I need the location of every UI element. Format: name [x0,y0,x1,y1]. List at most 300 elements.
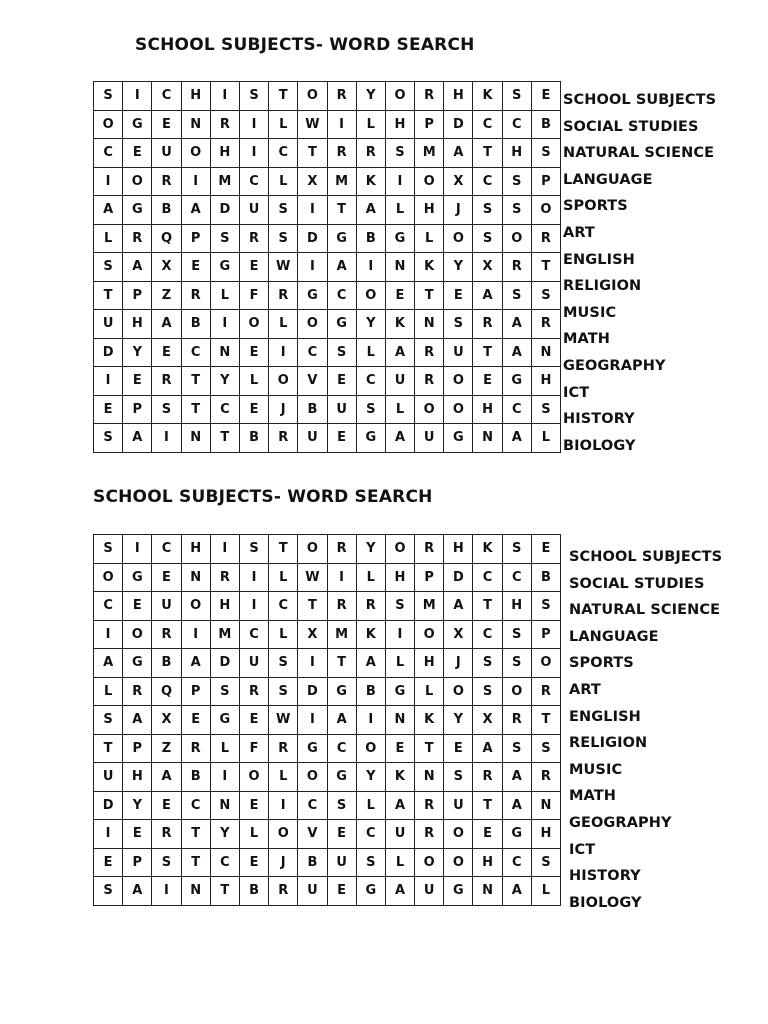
grid-cell[interactable]: A [181,649,210,678]
grid-cell[interactable]: A [356,649,385,678]
grid-cell[interactable]: U [444,338,473,367]
grid-cell[interactable]: E [239,338,268,367]
grid-cell[interactable]: I [239,563,268,592]
grid-cell[interactable]: N [415,763,444,792]
grid-cell[interactable]: I [152,877,181,906]
grid-cell[interactable]: U [152,139,181,168]
grid-cell[interactable]: R [531,224,560,253]
grid-cell[interactable]: J [444,196,473,225]
grid-cell[interactable]: P [181,677,210,706]
grid-cell[interactable]: L [415,224,444,253]
grid-cell[interactable]: R [123,224,152,253]
grid-cell[interactable]: B [239,424,268,453]
grid-cell[interactable]: U [298,877,327,906]
grid-cell[interactable]: O [269,820,298,849]
grid-cell[interactable]: N [473,424,502,453]
grid-cell[interactable]: O [269,367,298,396]
grid-cell[interactable]: D [210,196,239,225]
grid-cell[interactable]: A [327,706,356,735]
grid-cell[interactable]: O [298,310,327,339]
grid-cell[interactable]: S [502,620,531,649]
grid-cell[interactable]: L [356,563,385,592]
grid-cell[interactable]: L [269,620,298,649]
grid-cell[interactable]: L [356,338,385,367]
grid-cell[interactable]: C [210,395,239,424]
grid-cell[interactable]: P [123,395,152,424]
grid-cell[interactable]: R [210,563,239,592]
grid-cell[interactable]: G [356,424,385,453]
grid-cell[interactable]: N [473,877,502,906]
grid-cell[interactable]: K [415,706,444,735]
grid-cell[interactable]: R [152,620,181,649]
grid-cell[interactable]: T [269,82,298,111]
grid-cell[interactable]: C [473,563,502,592]
grid-cell[interactable]: S [531,592,560,621]
grid-cell[interactable]: G [327,677,356,706]
grid-cell[interactable]: O [356,281,385,310]
grid-cell[interactable]: S [502,82,531,111]
grid-cell[interactable]: O [444,820,473,849]
grid-cell[interactable]: S [94,253,123,282]
grid-cell[interactable]: Y [444,253,473,282]
grid-cell[interactable]: A [123,706,152,735]
grid-cell[interactable]: I [123,535,152,564]
grid-cell[interactable]: X [298,620,327,649]
grid-cell[interactable]: I [210,763,239,792]
grid-cell[interactable]: N [531,791,560,820]
grid-cell[interactable]: R [181,281,210,310]
grid-cell[interactable]: C [473,620,502,649]
grid-cell[interactable]: I [94,820,123,849]
grid-cell[interactable]: N [181,877,210,906]
grid-cell[interactable]: H [181,82,210,111]
grid-cell[interactable]: U [415,424,444,453]
grid-cell[interactable]: Z [152,734,181,763]
grid-cell[interactable]: G [210,253,239,282]
grid-cell[interactable]: C [327,281,356,310]
grid-cell[interactable]: R [123,677,152,706]
grid-cell[interactable]: C [94,139,123,168]
grid-cell[interactable]: G [210,706,239,735]
grid-cell[interactable]: S [473,196,502,225]
grid-cell[interactable]: J [444,649,473,678]
grid-cell[interactable]: C [181,338,210,367]
grid-cell[interactable]: G [444,877,473,906]
grid-cell[interactable]: W [269,706,298,735]
grid-cell[interactable]: T [473,139,502,168]
grid-cell[interactable]: T [210,424,239,453]
grid-cell[interactable]: S [94,424,123,453]
grid-cell[interactable]: R [269,424,298,453]
grid-cell[interactable]: A [385,791,414,820]
grid-cell[interactable]: A [356,196,385,225]
grid-cell[interactable]: S [531,395,560,424]
grid-cell[interactable]: H [502,592,531,621]
grid-cell[interactable]: S [239,82,268,111]
grid-cell[interactable]: K [356,620,385,649]
grid-cell[interactable]: T [415,281,444,310]
grid-cell[interactable]: G [298,734,327,763]
grid-cell[interactable]: O [298,82,327,111]
grid-cell[interactable]: I [298,649,327,678]
grid-cell[interactable]: E [531,82,560,111]
grid-cell[interactable]: R [269,734,298,763]
grid-cell[interactable]: S [385,139,414,168]
grid-cell[interactable]: P [531,620,560,649]
grid-cell[interactable]: E [152,791,181,820]
grid-cell[interactable]: E [239,791,268,820]
grid-cell[interactable]: H [385,563,414,592]
grid-cell[interactable]: Y [210,820,239,849]
grid-cell[interactable]: D [298,677,327,706]
grid-cell[interactable]: U [94,763,123,792]
grid-cell[interactable]: N [531,338,560,367]
grid-cell[interactable]: S [502,535,531,564]
grid-cell[interactable]: A [444,139,473,168]
grid-cell[interactable]: R [327,139,356,168]
grid-cell[interactable]: K [385,763,414,792]
grid-cell[interactable]: V [298,367,327,396]
grid-cell[interactable]: S [444,310,473,339]
grid-cell[interactable]: R [415,535,444,564]
grid-cell[interactable]: P [123,734,152,763]
grid-cell[interactable]: R [502,706,531,735]
grid-cell[interactable]: Y [356,82,385,111]
grid-cell[interactable]: R [210,110,239,139]
grid-cell[interactable]: S [502,734,531,763]
grid-cell[interactable]: S [502,649,531,678]
grid-cell[interactable]: I [123,82,152,111]
grid-cell[interactable]: I [269,791,298,820]
grid-cell[interactable]: C [269,139,298,168]
grid-cell[interactable]: R [531,677,560,706]
grid-cell[interactable]: X [473,253,502,282]
grid-cell[interactable]: A [502,763,531,792]
grid-cell[interactable]: I [327,110,356,139]
grid-cell[interactable]: B [531,110,560,139]
grid-cell[interactable]: L [356,110,385,139]
grid-cell[interactable]: J [269,848,298,877]
grid-cell[interactable]: N [385,706,414,735]
grid-cell[interactable]: H [123,763,152,792]
grid-cell[interactable]: G [327,763,356,792]
grid-cell[interactable]: L [385,649,414,678]
grid-cell[interactable]: A [385,424,414,453]
grid-cell[interactable]: E [181,253,210,282]
grid-cell[interactable]: K [385,310,414,339]
grid-cell[interactable]: I [298,706,327,735]
grid-cell[interactable]: S [531,139,560,168]
grid-cell[interactable]: H [502,139,531,168]
grid-cell[interactable]: R [415,367,444,396]
grid-cell[interactable]: T [415,734,444,763]
grid-cell[interactable]: S [269,196,298,225]
grid-cell[interactable]: G [123,649,152,678]
grid-cell[interactable]: B [239,877,268,906]
grid-cell[interactable]: L [94,677,123,706]
grid-cell[interactable]: M [327,167,356,196]
grid-cell[interactable]: G [123,563,152,592]
grid-cell[interactable]: H [531,820,560,849]
grid-cell[interactable]: A [94,196,123,225]
grid-cell[interactable]: E [239,706,268,735]
grid-cell[interactable]: N [181,110,210,139]
grid-cell[interactable]: C [298,791,327,820]
grid-cell[interactable]: L [269,167,298,196]
grid-cell[interactable]: H [181,535,210,564]
grid-cell[interactable]: I [181,620,210,649]
grid-cell[interactable]: O [415,167,444,196]
grid-cell[interactable]: L [239,367,268,396]
grid-cell[interactable]: C [239,620,268,649]
grid-cell[interactable]: R [356,592,385,621]
grid-cell[interactable]: L [269,310,298,339]
grid-cell[interactable]: D [94,791,123,820]
grid-cell[interactable]: X [152,706,181,735]
grid-cell[interactable]: Y [356,310,385,339]
grid-cell[interactable]: T [473,592,502,621]
grid-cell[interactable]: P [123,281,152,310]
grid-cell[interactable]: E [94,395,123,424]
grid-cell[interactable]: A [385,338,414,367]
grid-cell[interactable]: L [94,224,123,253]
grid-cell[interactable]: O [356,734,385,763]
grid-cell[interactable]: O [385,535,414,564]
grid-cell[interactable]: H [531,367,560,396]
grid-cell[interactable]: A [473,281,502,310]
grid-cell[interactable]: O [181,139,210,168]
grid-cell[interactable]: O [531,196,560,225]
grid-cell[interactable]: O [385,82,414,111]
grid-cell[interactable]: B [152,649,181,678]
grid-cell[interactable]: K [356,167,385,196]
grid-cell[interactable]: H [210,592,239,621]
grid-cell[interactable]: C [473,167,502,196]
grid-cell[interactable]: D [210,649,239,678]
grid-cell[interactable]: O [123,167,152,196]
grid-cell[interactable]: E [181,706,210,735]
grid-cell[interactable]: R [473,763,502,792]
grid-cell[interactable]: C [502,563,531,592]
grid-cell[interactable]: E [94,848,123,877]
grid-cell[interactable]: E [123,139,152,168]
grid-cell[interactable]: S [356,395,385,424]
grid-cell[interactable]: O [502,677,531,706]
grid-cell[interactable]: H [415,196,444,225]
grid-cell[interactable]: O [444,395,473,424]
grid-cell[interactable]: S [152,395,181,424]
grid-cell[interactable]: C [327,734,356,763]
grid-cell[interactable]: B [356,224,385,253]
grid-cell[interactable]: B [356,677,385,706]
grid-cell[interactable]: I [210,535,239,564]
grid-cell[interactable]: S [502,167,531,196]
grid-cell[interactable]: R [152,167,181,196]
grid-cell[interactable]: C [152,82,181,111]
grid-cell[interactable]: O [444,224,473,253]
grid-cell[interactable]: U [327,848,356,877]
grid-cell[interactable]: M [415,592,444,621]
grid-cell[interactable]: D [444,110,473,139]
grid-cell[interactable]: P [531,167,560,196]
grid-cell[interactable]: O [298,763,327,792]
grid-cell[interactable]: C [356,820,385,849]
grid-cell[interactable]: E [123,592,152,621]
grid-cell[interactable]: E [327,820,356,849]
grid-cell[interactable]: Z [152,281,181,310]
grid-cell[interactable]: T [327,649,356,678]
grid-cell[interactable]: W [269,253,298,282]
grid-cell[interactable]: A [123,877,152,906]
grid-cell[interactable]: L [269,110,298,139]
grid-cell[interactable]: R [239,224,268,253]
grid-cell[interactable]: T [298,592,327,621]
grid-cell[interactable]: T [531,706,560,735]
grid-cell[interactable]: U [385,820,414,849]
grid-cell[interactable]: C [502,110,531,139]
grid-cell[interactable]: R [531,310,560,339]
grid-cell[interactable]: N [181,424,210,453]
grid-cell[interactable]: G [298,281,327,310]
grid-cell[interactable]: O [415,620,444,649]
grid-cell[interactable]: S [269,224,298,253]
grid-cell[interactable]: S [385,592,414,621]
grid-cell[interactable]: S [473,677,502,706]
grid-cell[interactable]: I [94,167,123,196]
grid-cell[interactable]: X [152,253,181,282]
grid-cell[interactable]: S [327,338,356,367]
grid-cell[interactable]: Q [152,677,181,706]
grid-cell[interactable]: I [94,367,123,396]
grid-cell[interactable]: A [327,253,356,282]
grid-cell[interactable]: B [531,563,560,592]
grid-cell[interactable]: R [181,734,210,763]
grid-cell[interactable]: E [239,253,268,282]
grid-cell[interactable]: E [152,110,181,139]
grid-cell[interactable]: E [327,367,356,396]
grid-cell[interactable]: A [502,338,531,367]
grid-cell[interactable]: P [415,110,444,139]
grid-cell[interactable]: T [181,820,210,849]
grid-cell[interactable]: L [356,791,385,820]
grid-cell[interactable]: I [298,253,327,282]
grid-cell[interactable]: U [94,310,123,339]
grid-cell[interactable]: O [94,563,123,592]
grid-cell[interactable]: B [152,196,181,225]
grid-cell[interactable]: G [502,367,531,396]
grid-cell[interactable]: E [327,877,356,906]
grid-cell[interactable]: U [239,649,268,678]
grid-cell[interactable]: H [415,649,444,678]
grid-cell[interactable]: O [415,395,444,424]
grid-cell[interactable]: L [239,820,268,849]
grid-cell[interactable]: E [444,734,473,763]
grid-cell[interactable]: L [415,677,444,706]
grid-cell[interactable]: R [415,338,444,367]
grid-cell[interactable]: M [210,620,239,649]
grid-cell[interactable]: U [415,877,444,906]
grid-cell[interactable]: E [473,367,502,396]
grid-cell[interactable]: R [473,310,502,339]
grid-cell[interactable]: S [444,763,473,792]
grid-cell[interactable]: O [123,620,152,649]
grid-cell[interactable]: C [502,395,531,424]
grid-cell[interactable]: K [415,253,444,282]
grid-cell[interactable]: R [531,763,560,792]
grid-cell[interactable]: Y [356,535,385,564]
grid-cell[interactable]: Q [152,224,181,253]
grid-cell[interactable]: I [239,139,268,168]
grid-cell[interactable]: C [502,848,531,877]
grid-cell[interactable]: M [210,167,239,196]
grid-cell[interactable]: S [531,734,560,763]
grid-cell[interactable]: T [473,338,502,367]
grid-cell[interactable]: S [94,535,123,564]
grid-cell[interactable]: S [531,848,560,877]
grid-cell[interactable]: D [298,224,327,253]
grid-cell[interactable]: O [531,649,560,678]
grid-cell[interactable]: O [239,763,268,792]
grid-cell[interactable]: A [502,424,531,453]
grid-cell[interactable]: Y [356,763,385,792]
grid-cell[interactable]: A [181,196,210,225]
grid-cell[interactable]: N [415,310,444,339]
grid-cell[interactable]: K [473,535,502,564]
grid-cell[interactable]: C [181,791,210,820]
grid-cell[interactable]: X [298,167,327,196]
grid-cell[interactable]: R [269,877,298,906]
grid-cell[interactable]: I [356,706,385,735]
grid-cell[interactable]: L [210,734,239,763]
grid-cell[interactable]: R [415,820,444,849]
grid-cell[interactable]: A [502,877,531,906]
grid-cell[interactable]: O [444,848,473,877]
grid-cell[interactable]: T [181,848,210,877]
grid-cell[interactable]: E [444,281,473,310]
grid-cell[interactable]: C [210,848,239,877]
grid-cell[interactable]: C [269,592,298,621]
grid-cell[interactable]: O [239,310,268,339]
grid-cell[interactable]: I [210,82,239,111]
grid-cell[interactable]: E [123,820,152,849]
grid-cell[interactable]: D [444,563,473,592]
grid-cell[interactable]: S [473,224,502,253]
grid-cell[interactable]: L [385,395,414,424]
grid-cell[interactable]: A [94,649,123,678]
grid-cell[interactable]: U [327,395,356,424]
grid-cell[interactable]: R [356,139,385,168]
grid-cell[interactable]: E [385,281,414,310]
grid-cell[interactable]: D [94,338,123,367]
grid-cell[interactable]: G [327,310,356,339]
grid-cell[interactable]: F [239,281,268,310]
grid-cell[interactable]: P [123,848,152,877]
grid-cell[interactable]: E [123,367,152,396]
grid-cell[interactable]: A [502,791,531,820]
grid-cell[interactable]: S [356,848,385,877]
grid-cell[interactable]: L [210,281,239,310]
grid-cell[interactable]: Y [123,338,152,367]
grid-cell[interactable]: U [152,592,181,621]
grid-cell[interactable]: L [269,563,298,592]
grid-cell[interactable]: G [327,224,356,253]
grid-cell[interactable]: X [444,620,473,649]
grid-cell[interactable]: V [298,820,327,849]
grid-cell[interactable]: C [356,367,385,396]
grid-cell[interactable]: E [385,734,414,763]
grid-cell[interactable]: E [473,820,502,849]
grid-cell[interactable]: E [152,338,181,367]
